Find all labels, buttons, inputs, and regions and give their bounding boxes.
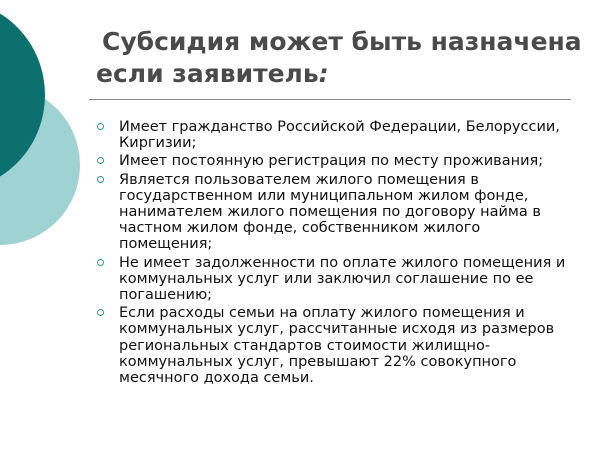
bullet-text: Имеет постоянную регистрация по месту проживания; (119, 153, 544, 170)
circle-bullet-icon (97, 157, 104, 164)
slide-title (96, 26, 582, 90)
title-line-2 (96, 58, 576, 90)
title-line-1: Субсидия может быть назначена (102, 27, 582, 56)
bullet-list (97, 119, 572, 388)
circle-bullet-icon (97, 176, 104, 183)
bullet-item (97, 153, 572, 169)
bullet-text: Имеет гражданство Российской Федерации, Белоруссии, Киргизии; (119, 119, 560, 152)
bullet-text: Не имеет задолженности по оплате жилого помещения и коммунальных услуг или заключил соглашение по ее погашению; (119, 254, 566, 304)
circle-bullet-icon (97, 259, 104, 266)
bullet-item (97, 119, 572, 151)
circle-bullet-icon (97, 309, 104, 316)
bullet-item (97, 172, 572, 253)
title-divider (89, 99, 571, 100)
bullet-text: Если расходы семьи на оплату жилого помещения и коммунальных услуг, рассчитанные исходя из размеров региональных стандартов стоимости жилищно-коммунальных услуг, превышают 22% совокупного месячного дохода семьи. (119, 305, 555, 387)
bullet-item (97, 305, 572, 386)
bullet-item (97, 255, 572, 304)
title-colon: : (318, 59, 329, 88)
title-line-2-text: если заявитель (96, 59, 319, 88)
bullet-text: Является пользователем жилого помещения в государственном или муниципальном жилом фонде, нанимателем жилого помещения по договору найма в частном жилом фонде, собственником жилого помещения; (119, 171, 541, 253)
circle-bullet-icon (97, 123, 104, 130)
